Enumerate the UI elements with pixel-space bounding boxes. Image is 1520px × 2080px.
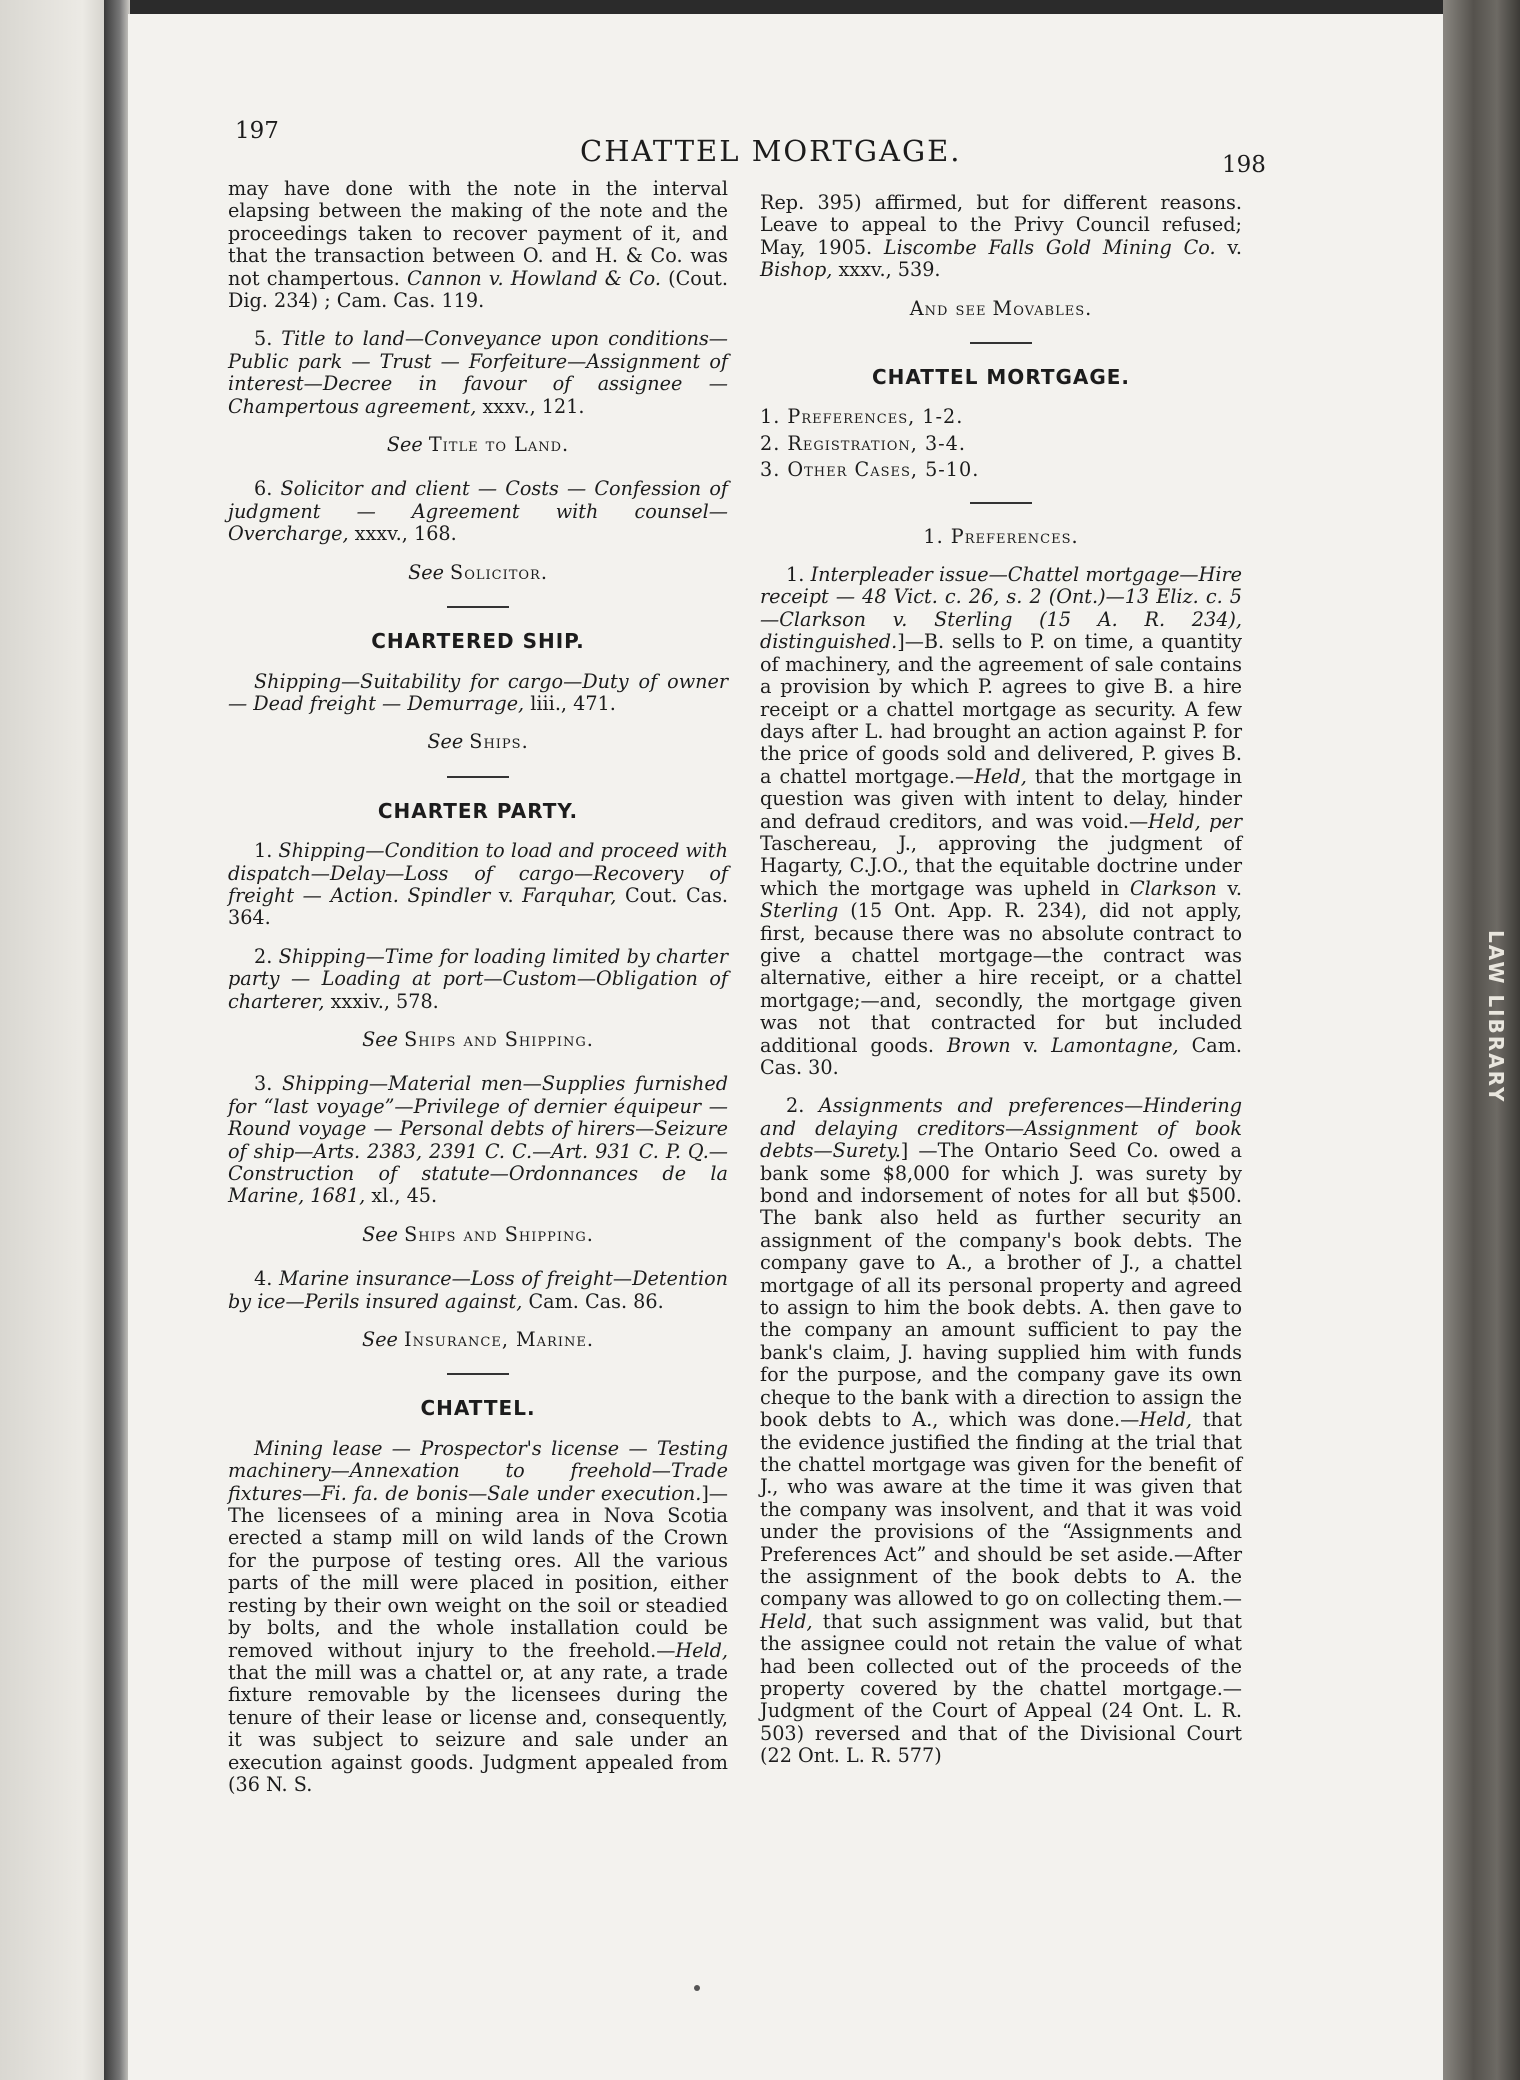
entry-6 <box>228 478 728 545</box>
contents-item: 2. Registration, 3-4. <box>760 431 966 455</box>
citation: xxxv., 168. <box>348 522 457 546</box>
entry-number: 2. <box>786 1094 819 1118</box>
contents-item: 3. Other Cases, 5-10. <box>760 458 980 482</box>
held-label: Held, <box>760 1609 813 1633</box>
held-label: Held, <box>974 764 1027 788</box>
see-label: See <box>408 560 444 584</box>
subsection-heading: 1. Preferences. <box>923 524 1079 548</box>
citation: xl., 45. <box>365 1184 438 1208</box>
left-column <box>228 178 728 1812</box>
section-divider <box>970 502 1032 504</box>
cross-reference <box>760 298 1242 320</box>
entry-2 <box>228 946 728 1013</box>
entry <box>228 671 728 716</box>
see-target: Ships. <box>469 730 529 754</box>
citation: xxxv., 121. <box>476 394 585 418</box>
section-heading: CHARTER PARTY. <box>377 798 579 823</box>
case-name: Farquhar, <box>522 883 617 907</box>
section-heading: CHATTEL. <box>420 1396 536 1421</box>
entry-3 <box>228 1073 728 1207</box>
see-target: Title to Land. <box>428 433 570 457</box>
case-name: Spindler <box>398 883 491 907</box>
section-divider <box>447 776 509 778</box>
page-number-right: 198 <box>1222 152 1266 178</box>
held-label: Held, <box>1139 1408 1192 1432</box>
entry-headnote: Assignments and preferences—Hindering and delaying creditors—Assignment of book debts—Surety. <box>760 1094 1243 1163</box>
entry-continuation <box>760 192 1242 282</box>
cross-reference <box>228 562 728 584</box>
case-v: v. <box>1010 1033 1052 1057</box>
entry <box>228 1438 728 1797</box>
case-name: Clarkson <box>1129 876 1217 900</box>
case-name: Brown <box>946 1033 1011 1057</box>
entry-headnote: Shipping—Material men—Supplies furnished for “last voyage”—Privilege of dernier équipeur — Round voyage — Personal debts of hirers—Seizure of ship—Arts. 2383, 2391 C. C.—Art. 931 C. P. Q.—Construction of statute—Ordonnances de la Marine, 1681, <box>228 1072 728 1208</box>
contents-item: 1. Preferences, 1-2. <box>760 405 964 429</box>
case-name: Bishop, <box>760 258 833 282</box>
entry-headnote: Shipping—Suitability for cargo—Duty of owner — Dead freight — Demurrage, <box>228 669 728 715</box>
see-label: See <box>362 1027 398 1051</box>
section-heading: CHARTERED SHIP. <box>371 629 585 654</box>
left-page-edge <box>0 0 118 2080</box>
entry-headnote: Solicitor and client — Costs — Confession of judgment — Agreement with counsel—Overcharge, <box>228 477 728 546</box>
case-name: Liscombe Falls Gold Mining Co. <box>883 235 1216 259</box>
see-target: Solicitor. <box>450 560 548 584</box>
case-v: v. <box>490 883 523 907</box>
see-label: And see <box>909 296 987 320</box>
entry-headnote: Title to land—Conveyance upon conditions—Public park — Trust — Forfeiture—Assignment of interest—Decree in favour of assignee — Champertous agreement, <box>228 327 728 418</box>
see-label: See <box>362 1328 398 1352</box>
entry-text: ] —The Ontario Seed Co. owed a bank some $8,000 for which J. was surety by bond and indorsement of notes for all but $500. The bank also held as further security an assignment of the company's book debts. The company gave to A., a brother of J., a chattel mortgage of all its personal property and agreed to assign to him the book debts. A. then gave to the company an amount sufficient to pay the bank's claim, J. having supplied him with funds for the purpose, and the company gave its own cheque to the bank with a direction to assign the book debts to A., which was done.— <box>760 1139 1242 1432</box>
citation: Cam. Cas. 86. <box>522 1289 664 1313</box>
section-divider <box>447 606 509 608</box>
entry-text: ]—The licensees of a mining area in Nova Scotia erected a stamp mill on wild lands of the Crown for the purpose of testing ores. All the various parts of the mill were placed in position, either resting by their own weight on the soil or steadied by bolts, and the whole installation could be removed without injury to the freehold.— <box>228 1481 728 1662</box>
entry-text: that such assignment was valid, but that the assignee could not retain the value of what had been collected out of the proceeds of the property covered by the chattel mortgage.—Judgment of the Court of Appeal (24 Ont. L. R. 503) reversed and that of the Divisional Court (22 Ont. L. R. 577) <box>760 1609 1242 1768</box>
entry-number: 1. <box>786 563 811 587</box>
section-divider <box>447 1373 509 1375</box>
case-v: v. <box>1215 235 1242 259</box>
see-target: Insurance, Marine. <box>404 1328 594 1352</box>
citation: xxxv., 539. <box>832 258 941 282</box>
book-gutter <box>104 0 130 2080</box>
section-heading: CHATTEL MORTGAGE. <box>871 365 1131 390</box>
right-column <box>760 192 1242 1784</box>
citation: liii., 471. <box>524 691 616 715</box>
page-number-left: 197 <box>235 118 279 144</box>
held-label: Held, per <box>1148 809 1242 833</box>
section-divider <box>970 342 1032 344</box>
entry-text: may have done with the note in the interval elapsing between the making of the note and the proceedings taken to recover payment of it, and that the transaction between O. and H. & Co. was not champertous. <box>228 177 728 290</box>
citation: (Cout. Dig. 234) ; Cam. Cas. 119. <box>228 266 728 313</box>
entry-5 <box>228 328 728 418</box>
cross-reference <box>228 434 728 456</box>
entry-2 <box>760 1095 1242 1767</box>
entry-1 <box>228 840 728 930</box>
entry-number: 3. <box>254 1072 282 1096</box>
see-target: Ships and Shipping. <box>404 1027 594 1051</box>
cross-reference <box>228 731 728 753</box>
section-contents <box>760 406 1242 481</box>
see-target: Movables. <box>992 296 1093 320</box>
entry-number: 1. <box>254 839 279 863</box>
entry-text: that the evidence justified the finding at the trial that the chattel mortgage was given for the benefit of J., who was aware at the time it was given that the company was insolvent, and that it was void under the provisions of the “Assignments and Preferences Act” and should be set aside.—After the assignment of the book debts to A. the company was allowed to go on collecting them.— <box>760 1408 1242 1611</box>
see-label: See <box>362 1222 398 1246</box>
entry-headnote: Shipping—Time for loading limited by charter party — Loading at port—Custom—Obligation of charterer, <box>228 944 728 1013</box>
case-name: Cannon v. Howland & Co. <box>407 266 661 290</box>
entry-text: that the mortgage in question was given with intent to delay, hinder and defraud creditors, and was void.— <box>760 764 1242 833</box>
citation: xxxiv., 578. <box>324 989 439 1013</box>
held-label: Held, <box>675 1638 728 1662</box>
cross-reference <box>228 1029 728 1051</box>
entry-headnote: Shipping—Condition to load and proceed with dispatch—Delay—Loss of cargo—Recovery of freight — Action. <box>228 839 729 907</box>
see-label: See <box>427 730 464 754</box>
entry-headnote: Interpleader issue—Chattel mortgage—Hire receipt — 48 Vict. c. 26, s. 2 (Ont.)—13 Eliz. c. 5—Clarkson v. Sterling (15 A. R. 234), distinguished. <box>760 563 1243 654</box>
entry-number: 2. <box>254 944 279 968</box>
see-target: Ships and Shipping. <box>404 1222 594 1246</box>
case-name: Lamontagne, <box>1051 1033 1179 1057</box>
page-mark <box>694 1985 700 1991</box>
case-v: v. <box>1216 876 1242 900</box>
entry-text: that the mill was a chattel or, at any rate, a trade fixture removable by the licensees during the tenure of their lease or license and, consequently, it was subject to seizure and sale under an execution against goods. Judgment appealed from (36 N. S. <box>228 1660 728 1796</box>
entry-4 <box>228 1268 728 1313</box>
entry-headnote: Marine insurance—Loss of freight—Detention by ice—Perils insured against, <box>228 1267 728 1313</box>
entry-text: Taschereau, J., approving the judgment of Hagarty, C.J.O., that the equitable doctrine under which the mortgage was upheld in <box>760 831 1242 900</box>
running-head: CHATTEL MORTGAGE. <box>580 134 962 168</box>
entry-number: 4. <box>254 1267 279 1291</box>
entry-headnote: Mining lease — Prospector's license — Testing machinery—Annexation to freehold—Trade fixtures—Fi. fa. de bonis—Sale under execution. <box>228 1436 728 1505</box>
entry-text: ]—B. sells to P. on time, a quantity of machinery, and the agreement of sale contains a provision by which P. agrees to give B. a hire receipt or a chattel mortgage as security. A few days after L. had brought an action against P. for the price of goods sold and delivered, P. gives B. a chattel mortgage.— <box>760 630 1242 788</box>
see-label: See <box>386 433 423 457</box>
entry-text: Rep. 395) affirmed, but for different reasons. Leave to appeal to the Privy Council refused; May, 1905. <box>760 191 1242 259</box>
spine-label: LAW LIBRARY <box>1484 930 1508 1104</box>
entry-continuation <box>228 178 728 312</box>
case-name: Sterling <box>760 899 839 923</box>
cross-reference <box>228 1224 728 1246</box>
cross-reference <box>228 1329 728 1351</box>
entry-1 <box>760 564 1242 1079</box>
entry-number: 6. <box>254 477 281 501</box>
entry-number: 5. <box>254 327 282 351</box>
entry-text: (15 Ont. App. R. 234), did not apply, first, because there was no absolute contract to give a chattel mortgage—the contract was alternative, either a hire receipt, or a chattel mortgage;—and, secondly, the mortgage given was not that contracted for but included additional goods. <box>760 899 1242 1057</box>
citation: Cam. Cas. 30. <box>760 1033 1243 1079</box>
citation: Cout. Cas. 364. <box>228 883 729 930</box>
